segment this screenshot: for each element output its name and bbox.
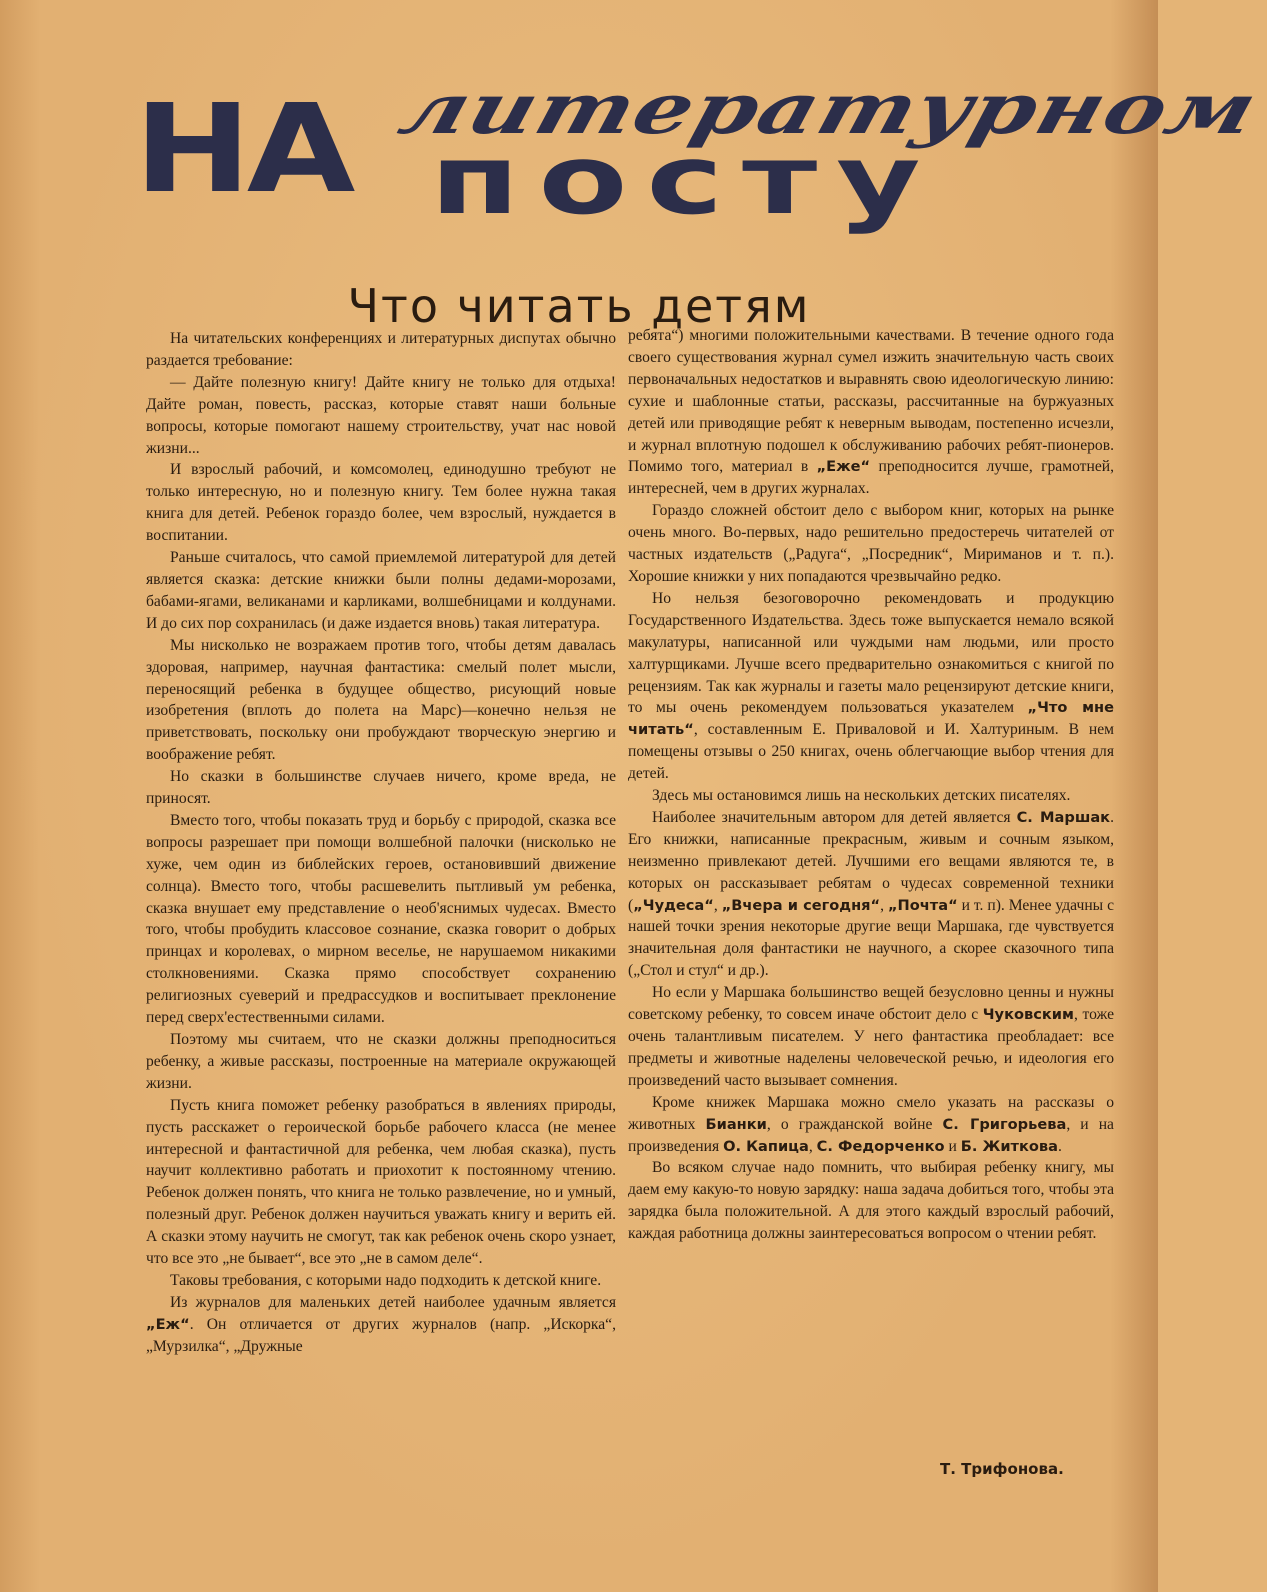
author-name: Б. Житкова <box>960 1137 1059 1155</box>
paragraph <box>628 1092 1114 1158</box>
paragraph: Пусть книга поможет ребенку разобраться в явлениях природы, пусть расскажет о героической борьбе рабочего класса (не менее интересной и фантастичной для ребенка, чем любая сказка), пусть научит коллективно работать и приохотит к постоянному чтению. Ребенок должен понять, что книга не только развлечение, но и умный, полезный друг. Ребенок должен научиться уважать книгу и верить ей. А сказки этому научить не смогут, так как ребенок очень скоро узнает, что все это „не бывает“, все это „не в самом деле“. <box>146 1096 616 1268</box>
author-name: С. Федорченко <box>816 1137 945 1155</box>
paragraph <box>628 325 1114 500</box>
text-run: . <box>1058 1137 1062 1155</box>
paragraph: Во всяком случае надо помнить, что выбирая ребенку книгу, мы даем ему какую-то новую зарядку: наша задача добиться того, чтобы эта зарядка была положительной. А для этого каждый взрослый рабочий, каждая работница должны заинтересоваться вопросом о чтении ребят. <box>628 1159 1114 1243</box>
author-name: О. Капица <box>723 1137 809 1155</box>
masthead-script-word: литературном <box>390 67 1267 150</box>
bold-title: „Еже“ <box>816 458 871 476</box>
text-run: , <box>880 896 888 914</box>
text-run: , <box>713 896 722 914</box>
paragraph <box>628 807 1114 982</box>
paragraph: На читательских конференциях и литературных диспутах обычно раздается требование: <box>146 330 616 369</box>
text-run: преподносится лучше, грамотней, интересней, чем в других журналах. <box>628 458 1114 498</box>
text-run: , тоже очень талантливым писателем. У него фантастика преобладает: все предметы и животные наделены человеческой речью, и идеология его произведений часто вызывает сомнения. <box>628 1006 1115 1089</box>
masthead <box>130 67 1267 236</box>
text-run: , о гражданской войне <box>766 1115 943 1133</box>
headline: Что читать детям <box>347 278 811 333</box>
bold-title: „Еж“ <box>146 1315 190 1333</box>
paragraph: — Дайте полезную книгу! Дайте книгу не только для отдыха! Дайте роман, повесть, рассказ, которые ставят наши больные вопросы, которые помогают нашему строительству, учат нас новой жизни... <box>146 373 616 457</box>
paragraph: Поэтому мы считаем, что не сказки должны преподноситься ребенку, а живые рассказы, построенные на материале окружающей жизни. <box>146 1031 616 1092</box>
paragraph <box>628 588 1114 785</box>
author-name: С. Григорьева <box>942 1115 1067 1133</box>
text-run: ребята“) многими положительными качествами. В течение одного года своего существования журнал сумел изжить значительную часть своих первоначальных недостатков и выравнять свою идеологическую линию: сухие и шаблонные статьи, рассказы, рассчитанные на буржуазных детей или приводящие ребят к неверным выводам, постепенно исчезли, и журнал вплотную подошел к обслуживанию рабочих ребят-пионеров. Помимо того, материал в <box>628 327 1114 476</box>
author-name: Бианки <box>705 1115 767 1133</box>
text-run: Из журналов для маленьких детей наиболее удачным является <box>170 1293 616 1311</box>
text-run: . Он отличается от других журналов (напр. „Искорка“, „Мурзилка“, „Дружные <box>146 1315 616 1355</box>
paragraph: Мы нисколько не возражаем против того, чтобы детям давалась здоровая, например, научная фантастика: смелый полет мысли, переносящий ребенка в будущее общество, рисующий новые изобретения (вплоть до полета на Марс)—конечно нельзя не приветствовать, поскольку они пробуждают творческую энергию и воображение ребят. <box>146 636 616 764</box>
text-run: и <box>944 1137 961 1155</box>
text-run: и т. п). Менее удачны с нашей точки зрения некоторые другие вещи Маршака, где чувствуется значительная доля фантастики не научного, а скорее сказочного типа („Стол и стул“ и др.). <box>628 896 1114 980</box>
paragraph: Здесь мы остановимся лишь на нескольких детских писателях. <box>652 787 1071 805</box>
bold-title: „Вчера и сегодня“ <box>721 896 881 914</box>
text-run: Кроме книжек Маршака можно смело указать на рассказы о животных <box>628 1093 1114 1133</box>
bold-title: „Почта“ <box>887 896 958 914</box>
paragraph <box>146 1292 616 1358</box>
text-run: , и на произведения <box>628 1115 1114 1155</box>
paragraph: Раньше считалось, что самой приемлемой литературой для детей является сказка: детские книжки были полны дедами-морозами, бабами-ягами, великанами и карликами, волшебницами и колдунами. И до сих пор сохранилась (и даже издается вновь) такая литература. <box>146 549 616 632</box>
right-column <box>628 325 1114 1245</box>
paragraph: Таковы требования, с которыми надо подходить к детской книге. <box>170 1271 602 1289</box>
text-run: . Его книжки, написанные прекрасным, живым и сочным языком, неизменно привлекают детей. Лучшими его вещами являются те, в которых он рассказывает ребятам о чудесах современной техники ( <box>628 808 1114 914</box>
text-run: Но нельзя безоговорочно рекомендовать и продукцию Государственного Издательства. Здесь тоже выпускается немало всякой макулатуры, написанной или чуждыми нам людьми, или просто халтурщиками. Лучше всего предварительно ознакомиться с книгой по рецензиям. Так как журналы и газеты мало рецензируют детские книги, то мы очень рекомендуем пользоваться указателем <box>628 589 1114 717</box>
bold-title: „Чудеса“ <box>633 896 714 914</box>
paragraph: Но сказки в большинстве случаев ничего, кроме вреда, не приносят. <box>146 768 616 808</box>
text-run: Но если у Маршака большинство вещей безусловно ценны и нужны советскому ребенку, то совсем иначе обстоит дело с <box>628 984 1114 1024</box>
author-name: С. Маршак <box>1016 808 1111 826</box>
bold-title: „Что мне читать“ <box>628 699 1114 739</box>
text-run: , составленным Е. Приваловой и И. Халтуриным. В нем помещены отзывы о 250 книгах, очень облегчающие выбор чтения для детей. <box>628 721 1114 783</box>
text-run: Наиболее значительным автором для детей является <box>652 808 1017 826</box>
text-run: , <box>808 1137 817 1155</box>
author-name: Чуковским <box>982 1006 1074 1024</box>
signature: Т. Трифонова. <box>940 1460 1064 1478</box>
paragraph: И взрослый рабочий, и комсомолец, единодушно требуют не только интересную, но и полезную книгу. Тем более нужна такая книга для детей. Ребенок гораздо более, чем взрослый, нуждается в воспитании. <box>146 461 616 545</box>
left-column <box>146 328 616 1358</box>
paragraph <box>628 982 1114 1092</box>
masthead-postu: посту <box>430 124 940 236</box>
paragraph: Вместо того, чтобы показать труд и борьбу с природой, сказка все вопросы разрешает при помощи волшебной палочки (нисколько не хуже, чем один из библейских героев, остановивший движение солнца). Вместо того, чтобы расшевелить пытливый ум ребенка, сказка внушает ему представление о необ'яснимых чудесах. Вместо того, чтобы пробудить классовое сознание, сказка говорит о добрых принцах и королевах, о мирном веселье, не нарушаемом никакими столкновениями. Сказка прямо способствует сохранению религиозных суеверий и предрассудков и воспитывает преклонение перед сверх'естественными силами. <box>146 811 616 1027</box>
masthead-na: НА <box>134 78 351 220</box>
paragraph: Гораздо сложней обстоит дело с выбором книг, которых на рынке очень много. Во-первых, надо решительно предостеречь читателей от частных издательств („Радуга“, „Посредник“, Мириманов и т. п.). Хорошие книжки у них попадаются чрезвычайно редко. <box>628 502 1114 585</box>
